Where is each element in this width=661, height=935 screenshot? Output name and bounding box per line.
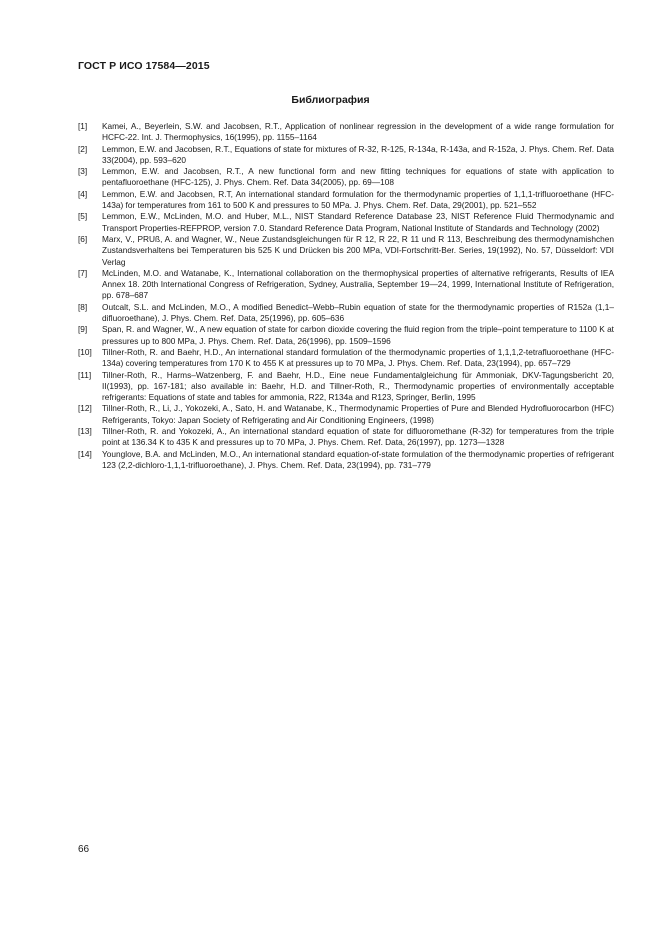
section-title: Библиография xyxy=(291,94,370,106)
entry-number: [11] xyxy=(78,369,92,380)
bibliography-entry xyxy=(78,121,614,144)
entry-text: Lemmon, E.W. and Jacobsen, R.T., Equations of state for mixtures of R-32, R-125, R-134a, R-143a, and R-152a, J. Phys. Chem. Ref. Data 33(2004), pp. 593–620 xyxy=(102,143,614,165)
entry-text: Younglove, B.A. and McLinden, M.O., An international standard equation-of-state formulation of the thermodynamic properties of refrigerant 123 (2,2-dichloro-1,1,1-trifluoroethane), J. Phys. Chem. Ref. Data, 23(1994), pp. 731–779 xyxy=(102,448,614,470)
entry-number: [2] xyxy=(78,143,88,154)
entry-number: [12] xyxy=(78,403,92,414)
page-number: 66 xyxy=(78,844,90,855)
entry-text: Tillner-Roth, R., Li, J., Yokozeki, A., Sato, H. and Watanabe, K., Thermodynamic Properties of Pure and Blended Hydrofluorocarbon (HFC) Refrigerants, Tokyo: Japan Society of Refrigerating and Air Conditioning Engineers, (1998) xyxy=(102,403,614,425)
bibliography-entry xyxy=(78,268,614,302)
entry-text: Lemmon, E.W., McLinden, M.O. and Huber, M.L., NIST Standard Reference Database 23, NIST Reference Fluid Thermodynamic and Transport Properties-REFPROP, version 7.0. Standard Reference Data Program, National Institute of Standards and Technology (2002) xyxy=(102,211,614,233)
entry-number: [6] xyxy=(78,233,88,244)
entry-text: Marx, V., PRUß, A. and Wagner, W., Neue Zustandsgleichungen für R 12, R 22, R 11 und R 113, Beschreibung des thermodynamishchen Zustandsverhaltens bei Temperaturen bis 525 K und Drücken bis 200 MPa, VDI-Fortschritt-Ber. Series, 19(1992), No. 57, Düsseldorf: VDI Verlag xyxy=(102,233,614,267)
entry-number: [10] xyxy=(78,346,92,357)
entry-text: Lemmon, E.W. and Jacobsen, R.T., A new functional form and new fitting techniques for equations of state with application to pentafluoroethane (HFC-125), J. Phys. Chem. Ref. Data 34(2005), pp. 69—108 xyxy=(102,166,614,188)
bibliography-entry xyxy=(78,189,614,212)
bibliography-entry xyxy=(78,403,614,426)
bibliography-entry xyxy=(78,144,614,167)
bibliography-entry xyxy=(78,324,614,347)
entry-text: McLinden, M.O. and Watanabe, K., International collaboration on the thermophysical properties of alternative refrigerants, Results of IEA Annex 18. 20th International Congress of Refrigeration, Sydney, Australia, September 19—24, 1999, International Institute of Refrigeration, pp. 678–687 xyxy=(102,267,614,301)
bibliography-entry xyxy=(78,302,614,325)
bibliography-entry xyxy=(78,234,614,268)
entry-text: Tillner-Roth, R., Harms–Watzenberg, F. and Baehr, H.D., Eine neue Fundamentalgleichung für Ammoniak, DKV-Tagungsbericht 20, II(1993), pp. 167-181; also available in: Baehr, H.D. and Tillner-Roth, R., Thermodynamic properties of environmentally acceptable refrigerants: Equations of state and tables for ammonia, R22, R134a and R123, Springer, Berlin, 1995 xyxy=(102,369,614,403)
bibliography-entry xyxy=(78,449,614,472)
entry-number: [4] xyxy=(78,188,88,199)
entry-number: [1] xyxy=(78,121,88,131)
entry-number: [8] xyxy=(78,301,88,312)
entry-text: Tillner-Roth, R. and Baehr, H.D., An international standard formulation of the thermodynamic properties of 1,1,1,2-tetrafluoroethane (HFC-134a) covering temperatures from 170 K to 455 K at pressures up to 70 MPa, J. Phys. Chem. Ref. Data, 23(1994), pp. 657–729 xyxy=(102,346,614,369)
entry-text: Outcalt, S.L. and McLinden, M.O., A modified Benedict–Webb–Rubin equation of state for the thermodynamic properties of R152a (1,1–difluoroethane), J. Phys. Chem. Ref. Data, 25(1996), pp. 605–636 xyxy=(102,301,614,324)
bibliography-entry xyxy=(78,211,614,234)
bibliography-entry xyxy=(78,426,614,449)
entry-number: [14] xyxy=(78,448,92,459)
entry-number: [5] xyxy=(78,211,88,222)
entry-text: Span, R. and Wagner, W., A new equation of state for carbon dioxide covering the fluid region from the triple–point temperature to 1100 K at pressures up to 800 MPa, J. Phys. Chem. Ref. Data, 26(1996), pp. 1509–1596 xyxy=(102,324,614,346)
entry-number: [7] xyxy=(78,267,88,278)
bibliography-entry xyxy=(78,166,614,189)
bibliography-entry xyxy=(78,370,614,404)
entry-text: Kamei, A., Beyerlein, S.W. and Jacobsen, R.T., Application of nonlinear regression in the development of a wide range formulation for HCFC-22. Int. J. Thermophysics, 16(1995), pp. 1155–1164 xyxy=(102,121,614,143)
bibliography-list xyxy=(78,121,614,471)
entry-number: [9] xyxy=(78,324,88,335)
entry-number: [3] xyxy=(78,166,88,177)
entry-text: Lemmon, E.W. and Jacobsen, R.T, An international standard formulation for the thermodynamic properties of 1,1,1-trifluoroethane (HFC-143a) for temperatures from 161 to 500 K and pressures to 50 MPa. J. Phys. Chem. Ref. Data, 29(2001), pp. 521–552 xyxy=(102,188,614,211)
entry-number: [13] xyxy=(78,426,92,437)
document-code: ГОСТ Р ИСО 17584—2015 xyxy=(78,60,210,72)
bibliography-entry xyxy=(78,347,614,370)
entry-text: Tillner-Roth, R. and Yokozeki, A., An international standard equation of state for difluoromethane (R-32) for temperatures from the triple point at 136.34 K to 435 K and pressures up to 70 MPa, J. Phys. Chem. Ref. Data, 26(1997), pp. 1273—1328 xyxy=(102,426,614,448)
